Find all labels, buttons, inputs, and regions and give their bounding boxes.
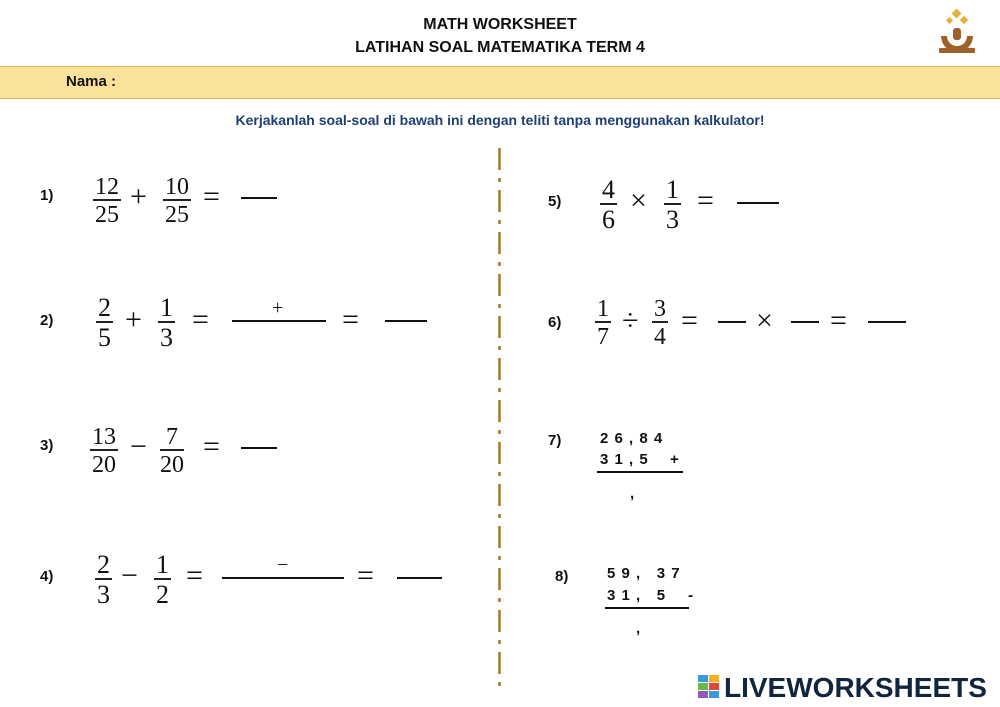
problem-6-fraction-b: $\frac{3}{4}$	[654, 296, 666, 350]
problem-4-number: 4)	[40, 568, 54, 585]
problem-5-fraction-a: $\frac{4}{6}$	[602, 175, 615, 234]
problem-6-answer-blank[interactable]	[868, 321, 906, 323]
divide-operator: ÷	[622, 304, 639, 337]
problem-8-difference-line	[605, 607, 689, 609]
liveworksheets-logo-icon	[698, 675, 720, 699]
problem-2-fraction-b: $\frac{1}{3}$	[160, 293, 173, 352]
problem-5-answer-blank[interactable]	[737, 202, 779, 204]
problem-7-answer-field[interactable]	[597, 478, 683, 502]
problem-1-answer-blank[interactable]	[241, 197, 277, 199]
problem-7-addend-1: 2 6 , 8 4	[600, 430, 664, 447]
instruction-text: Kerjakanlah soal-soal di bawah ini dengan teliti tanpa menggunakan kalkulator!	[235, 112, 765, 128]
problem-7-addend-2: 3 1 , 5	[600, 451, 649, 468]
problem-3-fraction-b: $\frac{7}{20}$	[160, 424, 184, 478]
problem-6-number: 6)	[548, 314, 562, 331]
equals-sign: =	[830, 304, 847, 337]
center-divider	[497, 148, 502, 688]
plus-operator: +	[670, 451, 680, 468]
problem-8-minuend: 5 9 , 3 7	[607, 565, 681, 582]
problem-5-number: 5)	[548, 193, 562, 210]
equals-sign: =	[697, 184, 714, 217]
problem-7-sum-line	[597, 471, 683, 473]
equals-sign: =	[203, 430, 220, 463]
problem-3-fraction-a: $\frac{13}{20}$	[92, 424, 116, 478]
equals-sign: =	[681, 304, 698, 337]
problem-6-blank-b[interactable]	[791, 321, 819, 323]
equals-sign: =	[357, 559, 374, 592]
problem-8-answer-comma: ,	[636, 620, 642, 637]
worksheet-subtitle: LATIHAN SOAL MATEMATIKA TERM 4	[355, 39, 645, 56]
problem-3-number: 3)	[40, 437, 54, 454]
problem-8-answer-field[interactable]	[605, 613, 689, 637]
problem-4-fraction-a: $\frac{2}{3}$	[97, 550, 110, 609]
minus-operator: −	[277, 554, 289, 576]
problem-4-answer-blank[interactable]	[397, 577, 442, 579]
plus-operator: +	[125, 303, 142, 336]
equals-sign: =	[203, 180, 220, 213]
problem-8-subtrahend: 3 1 , 5	[607, 587, 667, 604]
plus-operator: +	[130, 180, 147, 213]
problem-8-number: 8)	[555, 568, 569, 585]
problem-2-number: 2)	[40, 312, 54, 329]
liveworksheets-brand: LIVEWORKSHEETS	[724, 672, 987, 703]
problem-3-answer-blank[interactable]	[241, 447, 277, 449]
equals-sign: =	[186, 559, 203, 592]
school-logo	[933, 8, 981, 56]
worksheet-title: MATH WORKSHEET	[423, 16, 577, 33]
problem-1-number: 1)	[40, 187, 54, 204]
name-input[interactable]	[130, 68, 990, 96]
minus-operator: −	[121, 559, 138, 592]
problem-2-fraction-a: $\frac{2}{5}$	[98, 293, 111, 352]
times-operator: ×	[630, 184, 647, 217]
problem-2-work-blank[interactable]	[232, 320, 326, 322]
minus-operator: -	[688, 587, 694, 604]
problem-6-blank-a[interactable]	[718, 321, 746, 323]
problem-7-answer-comma: ,	[630, 485, 636, 502]
equals-sign: =	[342, 303, 359, 336]
equals-sign: =	[192, 303, 209, 336]
problem-1-fraction-b: $\frac{10}{25}$	[165, 174, 189, 228]
problem-2-answer-blank[interactable]	[385, 320, 427, 322]
name-label: Nama :	[66, 73, 117, 90]
times-operator: ×	[756, 304, 773, 337]
minus-operator: −	[130, 430, 147, 463]
problem-7-number: 7)	[548, 432, 562, 449]
problem-5-fraction-b: $\frac{1}{3}$	[666, 175, 679, 234]
problem-4-work-blank[interactable]	[222, 577, 344, 579]
plus-operator: +	[272, 297, 284, 319]
problem-4-fraction-b: $\frac{1}{2}$	[156, 550, 169, 609]
problem-1-fraction-a: $\frac{12}{25}$	[95, 174, 119, 228]
problem-6-fraction-a: $\frac{1}{7}$	[597, 296, 609, 350]
